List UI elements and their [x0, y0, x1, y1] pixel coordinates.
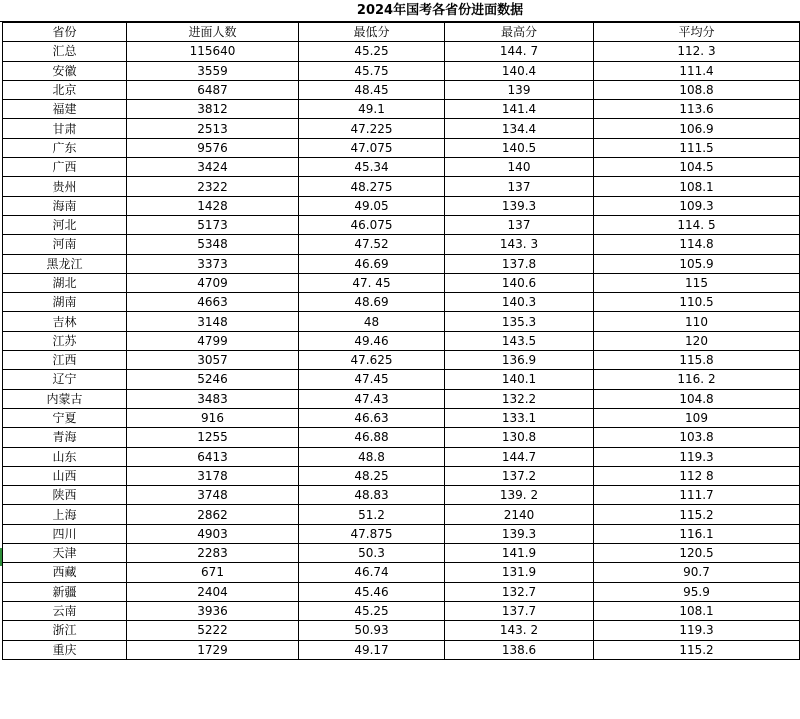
cell-max-score[interactable]: 143.5 — [445, 331, 594, 350]
table-row — [3, 544, 800, 563]
cell-province[interactable]: 上海 — [3, 505, 127, 524]
table-row — [3, 351, 800, 370]
cell-interview-count[interactable]: 5246 — [127, 370, 299, 389]
cell-min-score[interactable]: 47.45 — [299, 370, 445, 389]
cell-interview-count[interactable]: 2404 — [127, 582, 299, 601]
header-province[interactable]: 省份 — [3, 23, 127, 42]
table-row — [3, 331, 800, 350]
header-max-score[interactable]: 最高分 — [445, 23, 594, 42]
cell-avg-score[interactable]: 115.2 — [594, 505, 800, 524]
cell-min-score[interactable]: 47. 45 — [299, 273, 445, 292]
cell-interview-count[interactable]: 4903 — [127, 524, 299, 543]
cell-max-score[interactable]: 139 — [445, 80, 594, 99]
cell-max-score[interactable]: 144.7 — [445, 447, 594, 466]
header-min-score[interactable]: 最低分 — [299, 23, 445, 42]
cell-max-score[interactable]: 139.3 — [445, 196, 594, 215]
cell-min-score[interactable]: 46.69 — [299, 254, 445, 273]
table-row — [3, 582, 800, 601]
cell-interview-count[interactable]: 916 — [127, 408, 299, 427]
cell-min-score[interactable]: 47.625 — [299, 351, 445, 370]
table-row — [3, 42, 800, 61]
cell-province[interactable]: 广东 — [3, 138, 127, 157]
cell-avg-score[interactable]: 116.1 — [594, 524, 800, 543]
cell-min-score[interactable]: 45.25 — [299, 42, 445, 61]
table-row — [3, 196, 800, 215]
cell-min-score[interactable]: 48.69 — [299, 293, 445, 312]
cell-max-score[interactable]: 132.2 — [445, 389, 594, 408]
cell-avg-score[interactable]: 105.9 — [594, 254, 800, 273]
cell-min-score[interactable]: 48.25 — [299, 466, 445, 485]
cell-avg-score[interactable]: 109.3 — [594, 196, 800, 215]
cell-interview-count[interactable]: 3424 — [127, 158, 299, 177]
cell-max-score[interactable]: 134.4 — [445, 119, 594, 138]
cell-min-score[interactable]: 48 — [299, 312, 445, 331]
cell-province[interactable]: 内蒙古 — [3, 389, 127, 408]
cell-min-score[interactable]: 49.17 — [299, 640, 445, 659]
table-row — [3, 447, 800, 466]
cell-interview-count[interactable]: 5348 — [127, 235, 299, 254]
cell-interview-count[interactable]: 3178 — [127, 466, 299, 485]
cell-max-score[interactable]: 136.9 — [445, 351, 594, 370]
table-body — [3, 42, 800, 660]
cell-province[interactable]: 甘肃 — [3, 119, 127, 138]
table-row — [3, 80, 800, 99]
cell-province[interactable]: 山东 — [3, 447, 127, 466]
cell-interview-count[interactable]: 3748 — [127, 486, 299, 505]
cell-interview-count[interactable]: 3559 — [127, 61, 299, 80]
cell-min-score[interactable]: 49.05 — [299, 196, 445, 215]
cell-interview-count[interactable]: 5173 — [127, 215, 299, 234]
row-selection-marker — [0, 548, 2, 566]
cell-max-score[interactable]: 140.4 — [445, 61, 594, 80]
cell-province[interactable]: 西藏 — [3, 563, 127, 582]
cell-max-score[interactable]: 2140 — [445, 505, 594, 524]
cell-province[interactable]: 河北 — [3, 215, 127, 234]
cell-province[interactable]: 新疆 — [3, 582, 127, 601]
cell-province[interactable]: 吉林 — [3, 312, 127, 331]
cell-avg-score[interactable]: 120 — [594, 331, 800, 350]
cell-avg-score[interactable]: 104.8 — [594, 389, 800, 408]
cell-min-score[interactable]: 46.63 — [299, 408, 445, 427]
cell-avg-score[interactable]: 113.6 — [594, 100, 800, 119]
cell-min-score[interactable]: 45.34 — [299, 158, 445, 177]
cell-min-score[interactable]: 46.075 — [299, 215, 445, 234]
cell-province[interactable]: 江西 — [3, 351, 127, 370]
cell-max-score[interactable]: 141.9 — [445, 544, 594, 563]
cell-interview-count[interactable]: 3057 — [127, 351, 299, 370]
cell-max-score[interactable]: 139. 2 — [445, 486, 594, 505]
cell-avg-score[interactable]: 104.5 — [594, 158, 800, 177]
cell-interview-count[interactable]: 1255 — [127, 428, 299, 447]
cell-province[interactable]: 贵州 — [3, 177, 127, 196]
cell-interview-count[interactable]: 2513 — [127, 119, 299, 138]
cell-max-score[interactable]: 137 — [445, 177, 594, 196]
cell-interview-count[interactable]: 5222 — [127, 621, 299, 640]
cell-province[interactable]: 北京 — [3, 80, 127, 99]
cell-min-score[interactable]: 51.2 — [299, 505, 445, 524]
table-row — [3, 138, 800, 157]
cell-max-score[interactable]: 140.5 — [445, 138, 594, 157]
cell-province[interactable]: 汇总 — [3, 42, 127, 61]
table-row — [3, 215, 800, 234]
cell-avg-score[interactable]: 116. 2 — [594, 370, 800, 389]
cell-avg-score[interactable]: 103.8 — [594, 428, 800, 447]
cell-min-score[interactable]: 47.52 — [299, 235, 445, 254]
cell-interview-count[interactable]: 1729 — [127, 640, 299, 659]
cell-max-score[interactable]: 131.9 — [445, 563, 594, 582]
cell-max-score[interactable]: 137.7 — [445, 601, 594, 620]
cell-interview-count[interactable]: 6487 — [127, 80, 299, 99]
cell-avg-score[interactable]: 115.2 — [594, 640, 800, 659]
cell-province[interactable]: 云南 — [3, 601, 127, 620]
cell-province[interactable]: 天津 — [3, 544, 127, 563]
cell-max-score[interactable]: 141.4 — [445, 100, 594, 119]
cell-min-score[interactable]: 47.43 — [299, 389, 445, 408]
cell-min-score[interactable]: 47.875 — [299, 524, 445, 543]
table-row — [3, 273, 800, 292]
cell-province[interactable]: 山西 — [3, 466, 127, 485]
cell-max-score[interactable]: 144. 7 — [445, 42, 594, 61]
cell-avg-score[interactable]: 114. 5 — [594, 215, 800, 234]
table-row — [3, 370, 800, 389]
cell-min-score[interactable]: 46.88 — [299, 428, 445, 447]
cell-interview-count[interactable]: 4799 — [127, 331, 299, 350]
table-row — [3, 254, 800, 273]
cell-min-score[interactable]: 47.075 — [299, 138, 445, 157]
cell-max-score[interactable]: 137.8 — [445, 254, 594, 273]
cell-min-score[interactable]: 50.93 — [299, 621, 445, 640]
cell-province[interactable]: 海南 — [3, 196, 127, 215]
table-row — [3, 505, 800, 524]
cell-avg-score[interactable]: 108.1 — [594, 601, 800, 620]
table-row — [3, 524, 800, 543]
table-row — [3, 408, 800, 427]
cell-avg-score[interactable]: 119.3 — [594, 621, 800, 640]
cell-min-score[interactable]: 45.46 — [299, 582, 445, 601]
cell-avg-score[interactable]: 110 — [594, 312, 800, 331]
cell-min-score[interactable]: 47.225 — [299, 119, 445, 138]
table-row — [3, 235, 800, 254]
table-row — [3, 312, 800, 331]
cell-avg-score[interactable]: 115.8 — [594, 351, 800, 370]
cell-interview-count[interactable]: 1428 — [127, 196, 299, 215]
cell-interview-count[interactable]: 2283 — [127, 544, 299, 563]
cell-max-score[interactable]: 130.8 — [445, 428, 594, 447]
cell-max-score[interactable]: 137.2 — [445, 466, 594, 485]
cell-province[interactable]: 重庆 — [3, 640, 127, 659]
cell-min-score[interactable]: 49.1 — [299, 100, 445, 119]
table-row — [3, 428, 800, 447]
table-row — [3, 293, 800, 312]
header-interview-count[interactable]: 进面人数 — [127, 23, 299, 42]
table-row — [3, 466, 800, 485]
cell-interview-count[interactable]: 2862 — [127, 505, 299, 524]
cell-province[interactable]: 湖北 — [3, 273, 127, 292]
cell-avg-score[interactable]: 111.4 — [594, 61, 800, 80]
cell-max-score[interactable]: 143. 2 — [445, 621, 594, 640]
cell-interview-count[interactable]: 9576 — [127, 138, 299, 157]
cell-min-score[interactable]: 48.45 — [299, 80, 445, 99]
data-table — [2, 22, 800, 660]
cell-province[interactable]: 安徽 — [3, 61, 127, 80]
cell-avg-score[interactable]: 106.9 — [594, 119, 800, 138]
cell-province[interactable]: 湖南 — [3, 293, 127, 312]
cell-min-score[interactable]: 48.275 — [299, 177, 445, 196]
cell-province[interactable]: 福建 — [3, 100, 127, 119]
cell-max-score[interactable]: 143. 3 — [445, 235, 594, 254]
cell-avg-score[interactable]: 120.5 — [594, 544, 800, 563]
cell-interview-count[interactable]: 3812 — [127, 100, 299, 119]
cell-min-score[interactable]: 48.83 — [299, 486, 445, 505]
cell-min-score[interactable]: 45.25 — [299, 601, 445, 620]
cell-max-score[interactable]: 135.3 — [445, 312, 594, 331]
table-row — [3, 100, 800, 119]
cell-max-score[interactable]: 138.6 — [445, 640, 594, 659]
cell-province[interactable]: 陕西 — [3, 486, 127, 505]
cell-avg-score[interactable]: 110.5 — [594, 293, 800, 312]
cell-province[interactable]: 浙江 — [3, 621, 127, 640]
header-row — [3, 23, 800, 42]
cell-max-score[interactable]: 139.3 — [445, 524, 594, 543]
cell-avg-score[interactable]: 119.3 — [594, 447, 800, 466]
cell-province[interactable]: 黑龙江 — [3, 254, 127, 273]
cell-province[interactable]: 宁夏 — [3, 408, 127, 427]
cell-avg-score[interactable]: 90.7 — [594, 563, 800, 582]
cell-interview-count[interactable]: 3483 — [127, 389, 299, 408]
cell-interview-count[interactable]: 4663 — [127, 293, 299, 312]
cell-interview-count[interactable]: 671 — [127, 563, 299, 582]
cell-avg-score[interactable]: 111.7 — [594, 486, 800, 505]
cell-interview-count[interactable]: 2322 — [127, 177, 299, 196]
cell-interview-count[interactable]: 3373 — [127, 254, 299, 273]
cell-min-score[interactable]: 49.46 — [299, 331, 445, 350]
cell-province[interactable]: 辽宁 — [3, 370, 127, 389]
cell-avg-score[interactable]: 115 — [594, 273, 800, 292]
cell-avg-score[interactable]: 108.8 — [594, 80, 800, 99]
cell-max-score[interactable]: 132.7 — [445, 582, 594, 601]
table-row — [3, 640, 800, 659]
cell-province[interactable]: 河南 — [3, 235, 127, 254]
cell-min-score[interactable]: 50.3 — [299, 544, 445, 563]
cell-min-score[interactable]: 45.75 — [299, 61, 445, 80]
cell-max-score[interactable]: 133.1 — [445, 408, 594, 427]
table-title: 2024年国考各省份进面数据 — [0, 0, 800, 22]
table-row — [3, 389, 800, 408]
cell-province[interactable]: 广西 — [3, 158, 127, 177]
cell-avg-score[interactable]: 108.1 — [594, 177, 800, 196]
table-row — [3, 601, 800, 620]
table-row — [3, 158, 800, 177]
cell-min-score[interactable]: 48.8 — [299, 447, 445, 466]
cell-max-score[interactable]: 140.6 — [445, 273, 594, 292]
cell-max-score[interactable]: 140.3 — [445, 293, 594, 312]
cell-avg-score[interactable]: 112. 3 — [594, 42, 800, 61]
table-row — [3, 563, 800, 582]
table-row — [3, 177, 800, 196]
cell-max-score[interactable]: 137 — [445, 215, 594, 234]
cell-interview-count[interactable]: 3148 — [127, 312, 299, 331]
cell-avg-score[interactable]: 111.5 — [594, 138, 800, 157]
cell-interview-count[interactable]: 3936 — [127, 601, 299, 620]
table-row — [3, 621, 800, 640]
table-row — [3, 486, 800, 505]
cell-max-score[interactable]: 140.1 — [445, 370, 594, 389]
table-row — [3, 119, 800, 138]
cell-avg-score[interactable]: 112 8 — [594, 466, 800, 485]
cell-province[interactable]: 江苏 — [3, 331, 127, 350]
cell-interview-count[interactable]: 4709 — [127, 273, 299, 292]
cell-max-score[interactable]: 140 — [445, 158, 594, 177]
cell-avg-score[interactable]: 114.8 — [594, 235, 800, 254]
cell-avg-score[interactable]: 95.9 — [594, 582, 800, 601]
cell-min-score[interactable]: 46.74 — [299, 563, 445, 582]
header-avg-score[interactable]: 平均分 — [594, 23, 800, 42]
table-row — [3, 61, 800, 80]
cell-interview-count[interactable]: 6413 — [127, 447, 299, 466]
cell-interview-count[interactable]: 115640 — [127, 42, 299, 61]
cell-avg-score[interactable]: 109 — [594, 408, 800, 427]
cell-province[interactable]: 青海 — [3, 428, 127, 447]
cell-province[interactable]: 四川 — [3, 524, 127, 543]
